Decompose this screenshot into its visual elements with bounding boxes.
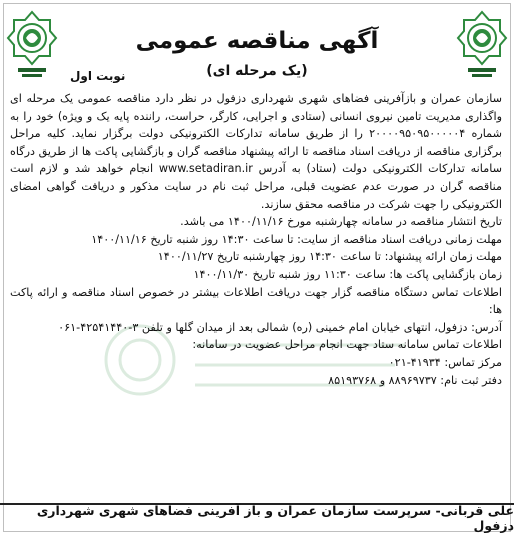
call-center: مرکز تماس: ۴۱۹۳۴-۰۲۱ xyxy=(388,355,502,369)
notice-subtitle: (یک مرحله ای) xyxy=(206,63,308,79)
opening-time: زمان بازگشایی پاکت ها: ساعت ۱۱:۳۰ روز شنبه تاریخ ۱۴۰۰/۱۱/۳۰ xyxy=(193,267,502,281)
document-deadline: مهلت زمانی دریافت اسناد مناقصه از سایت: تا ساعت ۱۴:۳۰ روز شنبه تاریخ ۱۴۰۰/۱۱/۱۶ xyxy=(91,232,502,246)
notice-title: آگهی مناقصه عمومی xyxy=(135,28,379,54)
address: آدرس: دزفول، انتهای خیابان امام خمینی (ره) شمالی بعد از میدان گلها و تلفن ۳-۴۲۵۴۱۴۴۰-۰۶۱ xyxy=(58,320,502,334)
registration-office: دفتر ثبت نام: ۸۸۹۶۹۷۳۷ و ۸۵۱۹۳۷۶۸ xyxy=(328,373,502,387)
signature-footer xyxy=(0,503,514,531)
publication-round: نوبت اول xyxy=(70,69,126,83)
signature-text: علی قربانی- سرپرست سازمان عمران و باز آفرینی فضاهای شهری شهرداری دزفول xyxy=(36,503,514,533)
tender-description: سازمان عمران و بازآفرینی فضاهای شهری شهرداری دزفول در نظر دارد مناقصه عمومی یک مرحله ای واگذاری مدیریت تامین نیروی انسانی (ستادی و اجرایی، کارگر، حراست، راننده پایه یک و ویژه) خود را به شماره ۲۰۰۰۰۹۵۰۹۵۰۰۰۰۰۴ را از طریق سامانه تدارکات الکترونیکی دولت برگزار نماید. کلیه مراحل برگزاری مناقصه از دریافت اسناد مناقصه تا ارائه پیشنهاد مناقصه گران و بازگشایی پاکت ها از طریق درگاه سامانه تدارکات الکترونیکی دولت (ستاد) به آدرس www.setadiran.ir انجام خواهد شد و لازم است مناقصه گران در صورت عدم عضویت قبلی، مراحل ثبت نام در سایت مذکور و دریافت گواهی امضای الکترونیکی را جهت شرکت در مناقصه محقق سازند. xyxy=(10,92,502,211)
contact-info: اطلاعات تماس دستگاه مناقصه گزار جهت دریافت اطلاعات بیشتر در خصوص اسناد مناقصه و ارائه پاکت ها: xyxy=(10,285,502,317)
publish-date: تاریخ انتشار مناقصه در سامانه چهارشنبه مورخ ۱۴۰۰/۱۱/۱۶ می باشد. xyxy=(180,215,502,229)
setad-contact: اطلاعات تماس سامانه ستاد جهت انجام مراحل عضویت در سامانه: xyxy=(192,338,502,352)
offer-deadline: مهلت زمان ارائه پیشنهاد: تا ساعت ۱۴:۳۰ روز چهارشنبه تاریخ ۱۴۰۰/۱۱/۲۷ xyxy=(157,250,502,264)
notice-body xyxy=(10,90,502,389)
notice-header xyxy=(0,0,514,90)
